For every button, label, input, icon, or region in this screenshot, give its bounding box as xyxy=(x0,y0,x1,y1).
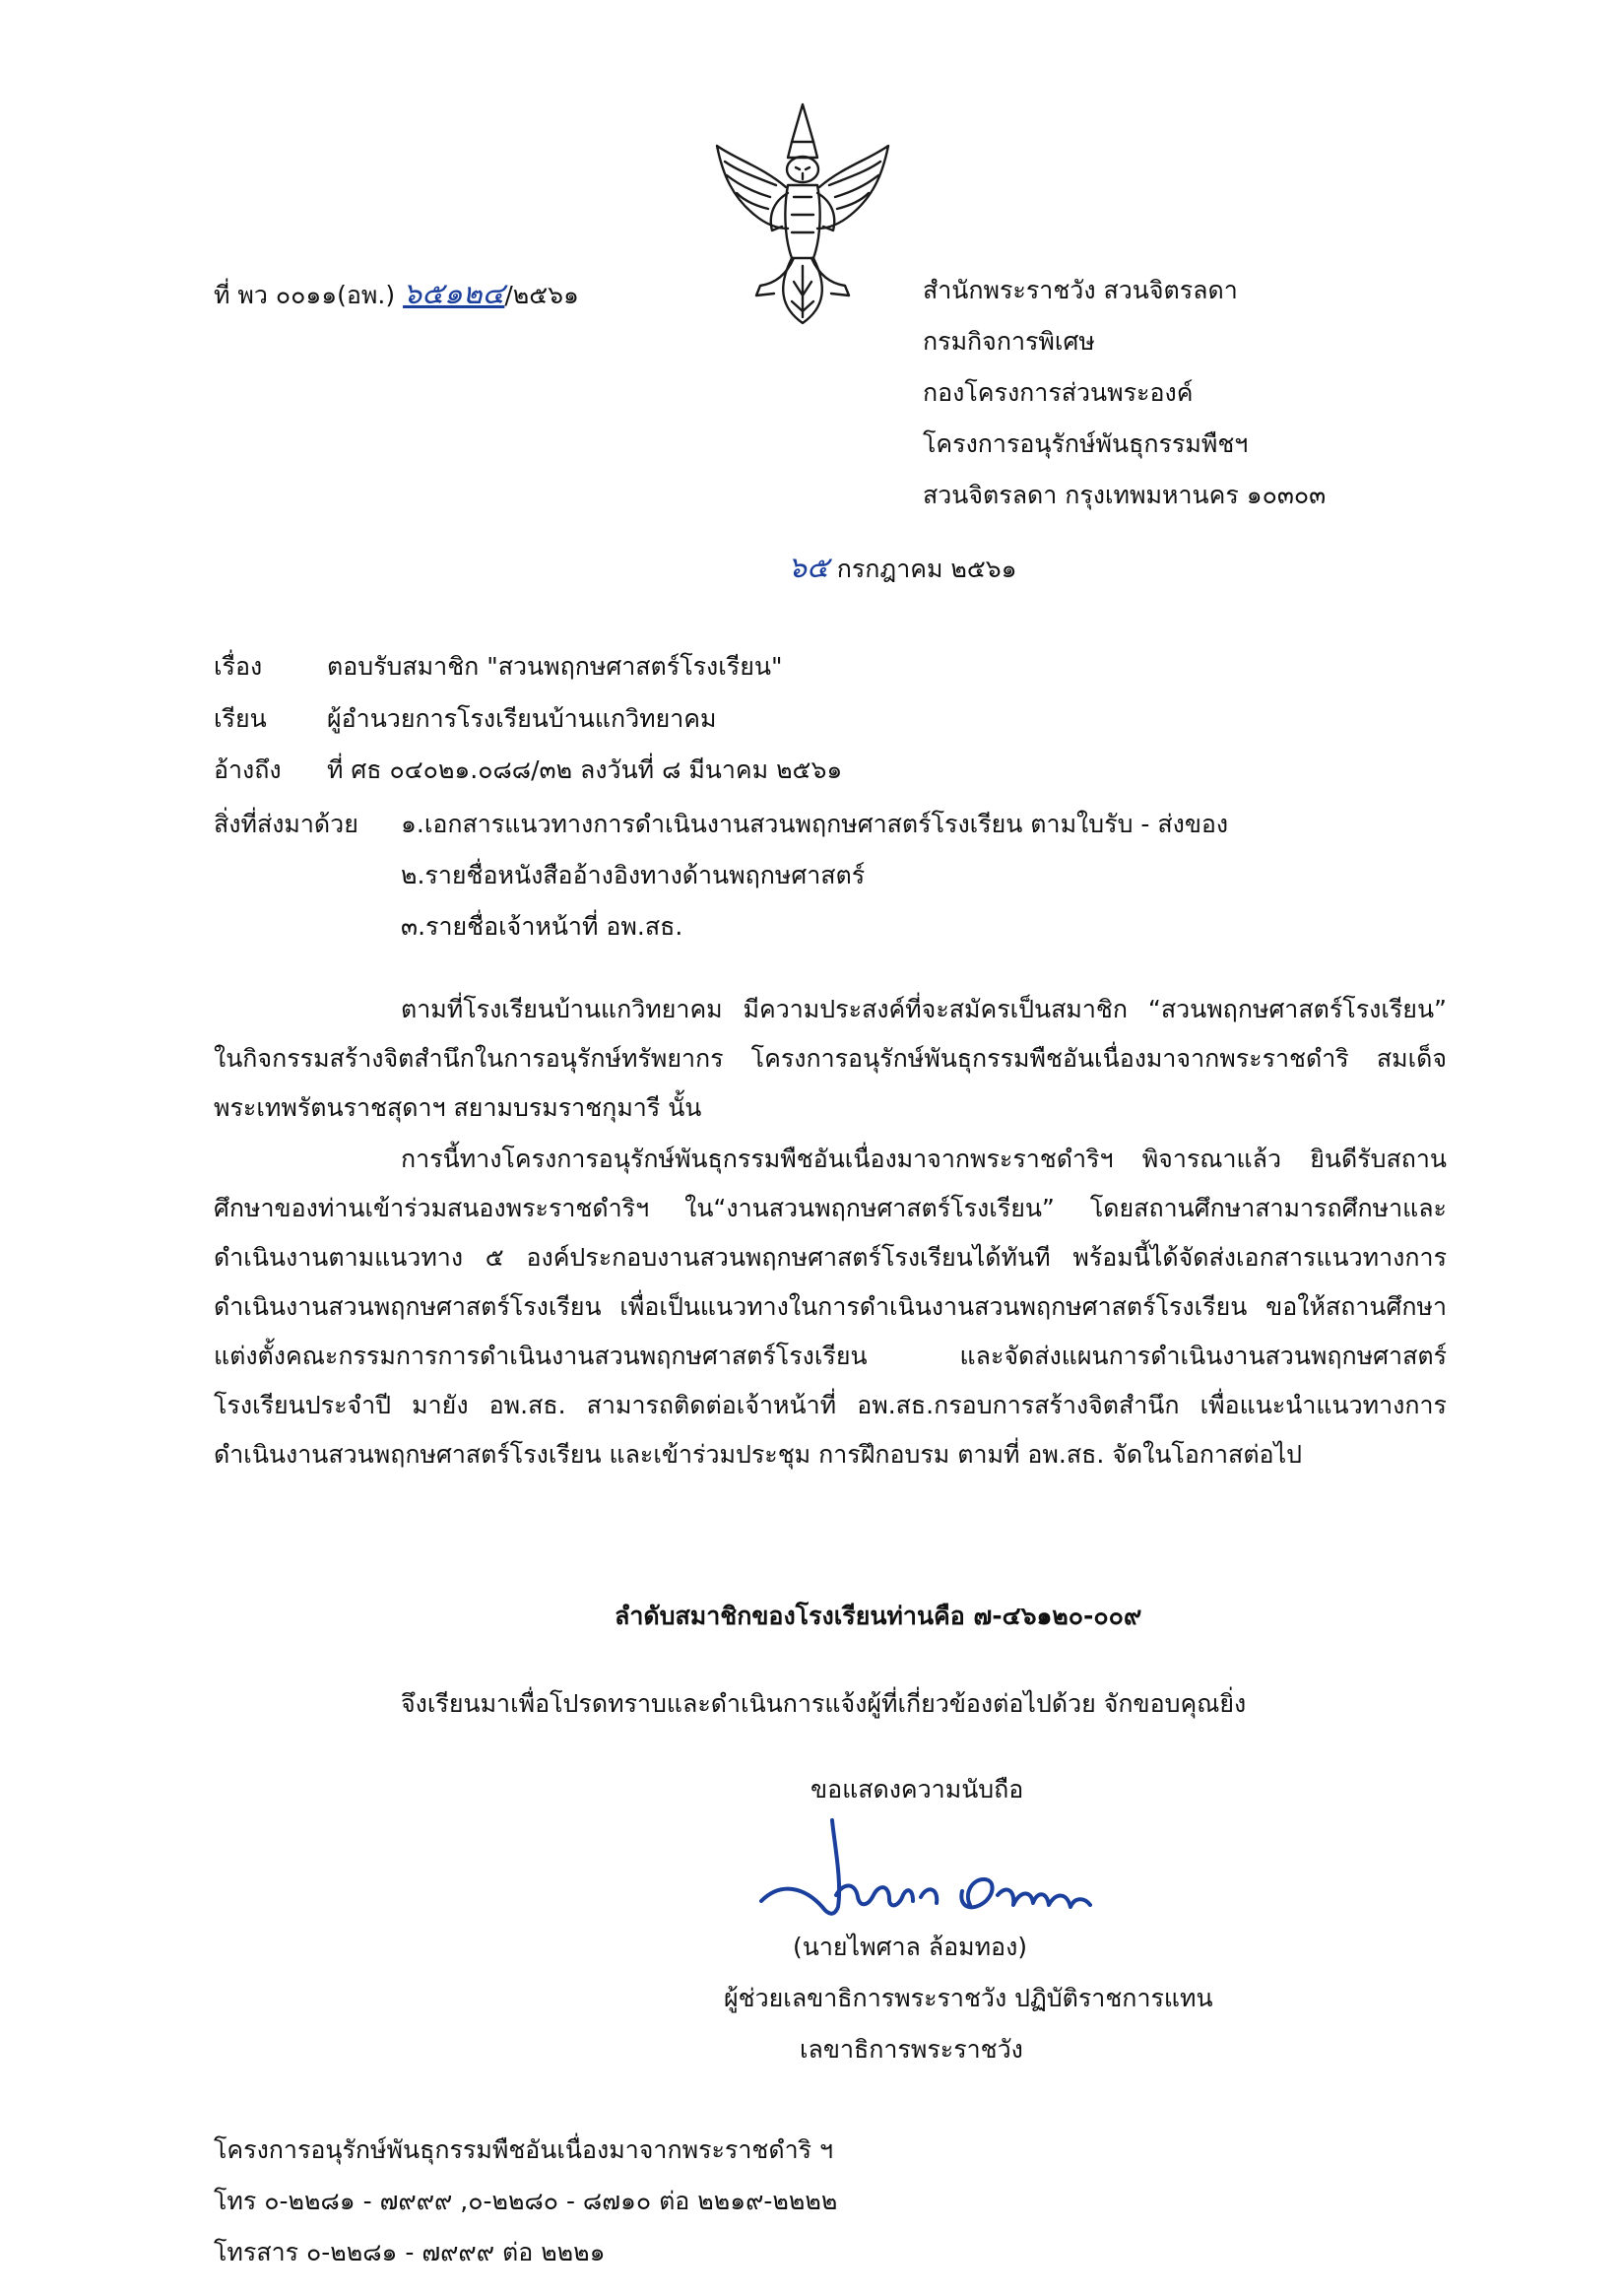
body-paragraph-2: การนี้ทางโครงการอนุรักษ์พันธุกรรมพืชอันเนื่องมาจากพระราชดำริฯ พิจารณาแล้ว ยินดีรับสถานศึกษาของท่านเข้าร่วมสนองพระราชดำริฯ ใน“งานสวนพฤกษศาสตร์โรงเรียน” โดยสถานศึกษาสามารถศึกษาและดำเนินงานตามแนวทาง ๕ องค์ประกอบงานสวนพฤกษศาสตร์โรงเรียนได้ทันที พร้อมนี้ได้จัดส่งเอกสารแนวทางการดำเนินงานสวนพฤกษศาสตร์โรงเรียน เพื่อเป็นแนวทางในการดำเนินงานสวนพฤกษศาสตร์โรงเรียน ขอให้สถานศึกษาแต่งตั้งคณะกรรมการการดำเนินงานสวนพฤกษศาสตร์โรงเรียน และจัดส่งแผนการดำเนินงานสวนพฤกษศาสตร์โรงเรียนประจำปี มายัง อพ.สธ. สามารถติดต่อเจ้าหน้าที่ อพ.สธ.กรอบการสร้างจิตสำนึก เพื่อแนะนำแนวทางการดำเนินงานสวนพฤกษศาสตร์โรงเรียน และเข้าร่วมประชุม การฝึกอบรม ตามที่ อพ.สธ. จัดในโอกาสต่อไป xyxy=(214,1145,1447,1469)
reference-number-handwritten: ๖๕๑๒๔ xyxy=(403,277,505,311)
date-text: กรกฎาคม ๒๕๖๑ xyxy=(836,555,1017,583)
member-number-line: ลำดับสมาชิกของโรงเรียนท่านคือ ๗-๔๖๑๒๐-๐๐๙ xyxy=(615,1602,1142,1630)
subject-label: เรื่อง xyxy=(214,652,263,681)
sender-line-2: กรมกิจการพิเศษ xyxy=(923,327,1095,356)
garuda-emblem xyxy=(709,98,896,330)
signatory-position-2: เลขาธิการพระราชวัง xyxy=(800,2035,1023,2064)
subject-value: ตอบรับสมาชิก "สวนพฤกษศาสตร์โรงเรียน" xyxy=(327,652,783,681)
closing-request: จึงเรียนมาเพื่อโปรดทราบและดำเนินการแจ้งผู้ที่เกี่ยวข้องต่อไปด้วย จักขอบคุณยิ่ง xyxy=(401,1689,1247,1718)
sender-line-1: สำนักพระราชวัง สวนจิตรลดา xyxy=(923,276,1238,304)
body-paragraph-1: ตามที่โรงเรียนบ้านแกวิทยาคม มีความประสงค์ที่จะสมัครเป็นสมาชิก “สวนพฤกษศาสตร์โรงเรียน” ในกิจกรรมสร้างจิตสำนึกในการอนุรักษ์ทรัพยากร โครงการอนุรักษ์พันธุกรรมพืชอันเนื่องมาจากพระราชดำริ สมเด็จพระเทพรัตนราชสุดาฯ สยามบรมราชกุมารี นั้น xyxy=(214,995,1447,1122)
signatory-name: (นายไพศาล ล้อมทอง) xyxy=(793,1933,1028,1961)
letter-date xyxy=(788,552,1017,586)
sender-line-3: กองโครงการส่วนพระองค์ xyxy=(923,378,1194,407)
enclosure-item-1: ๑.เอกสารแนวทางการดำเนินงานสวนพฤกษศาสตร์โรงเรียน ตามใบรับ - ส่งของ xyxy=(401,810,1229,838)
date-handwritten: ๖๕ xyxy=(788,551,829,585)
footer-fax: โทรสาร ๐-๒๒๘๑ - ๗๙๙๙ ต่อ ๒๒๒๑ xyxy=(214,2238,606,2266)
signatory-position-1: ผู้ช่วยเลขาธิการพระราชวัง ปฏิบัติราชการแทน xyxy=(724,1984,1213,2012)
reference-label: อ้างถึง xyxy=(214,755,282,784)
reference-number-suffix: /๒๕๖๑ xyxy=(504,281,579,309)
enclosure-item-2: ๒.รายชื่อหนังสืออ้างอิงทางด้านพฤกษศาสตร์ xyxy=(401,861,866,889)
enclosure-item-3: ๓.รายชื่อเจ้าหน้าที่ อพ.สธ. xyxy=(401,912,683,941)
sender-line-5: สวนจิตรลดา กรุงเทพมหานคร ๑๐๓๐๓ xyxy=(923,481,1327,509)
reference-value: ที่ ศธ ๐๔๐๒๑.๐๘๘/๓๒ ลงวันที่ ๘ มีนาคม ๒๕๖๑ xyxy=(327,755,843,784)
reference-number-prefix: ที่ พว ๐๐๑๑(อพ.) xyxy=(214,281,396,309)
to-value: ผู้อำนวยการโรงเรียนบ้านแกวิทยาคม xyxy=(327,704,717,733)
closing-phrase: ขอแสดงความนับถือ xyxy=(810,1775,1024,1804)
enclosures-label: สิ่งที่ส่งมาด้วย xyxy=(214,810,358,838)
footer-organization: โครงการอนุรักษ์พันธุกรรมพืชอันเนื่องมาจากพระราชดำริ ฯ xyxy=(214,2135,834,2164)
handwritten-signature xyxy=(753,1812,1118,1940)
footer-phone: โทร ๐-๒๒๘๑ - ๗๙๙๙ ,๐-๒๒๘๐ - ๘๗๑๐ ต่อ ๒๒๑๙-๒๒๒๒ xyxy=(214,2187,838,2215)
sender-line-4: โครงการอนุรักษ์พันธุกรรมพืชฯ xyxy=(923,429,1249,458)
to-label: เรียน xyxy=(214,704,267,733)
